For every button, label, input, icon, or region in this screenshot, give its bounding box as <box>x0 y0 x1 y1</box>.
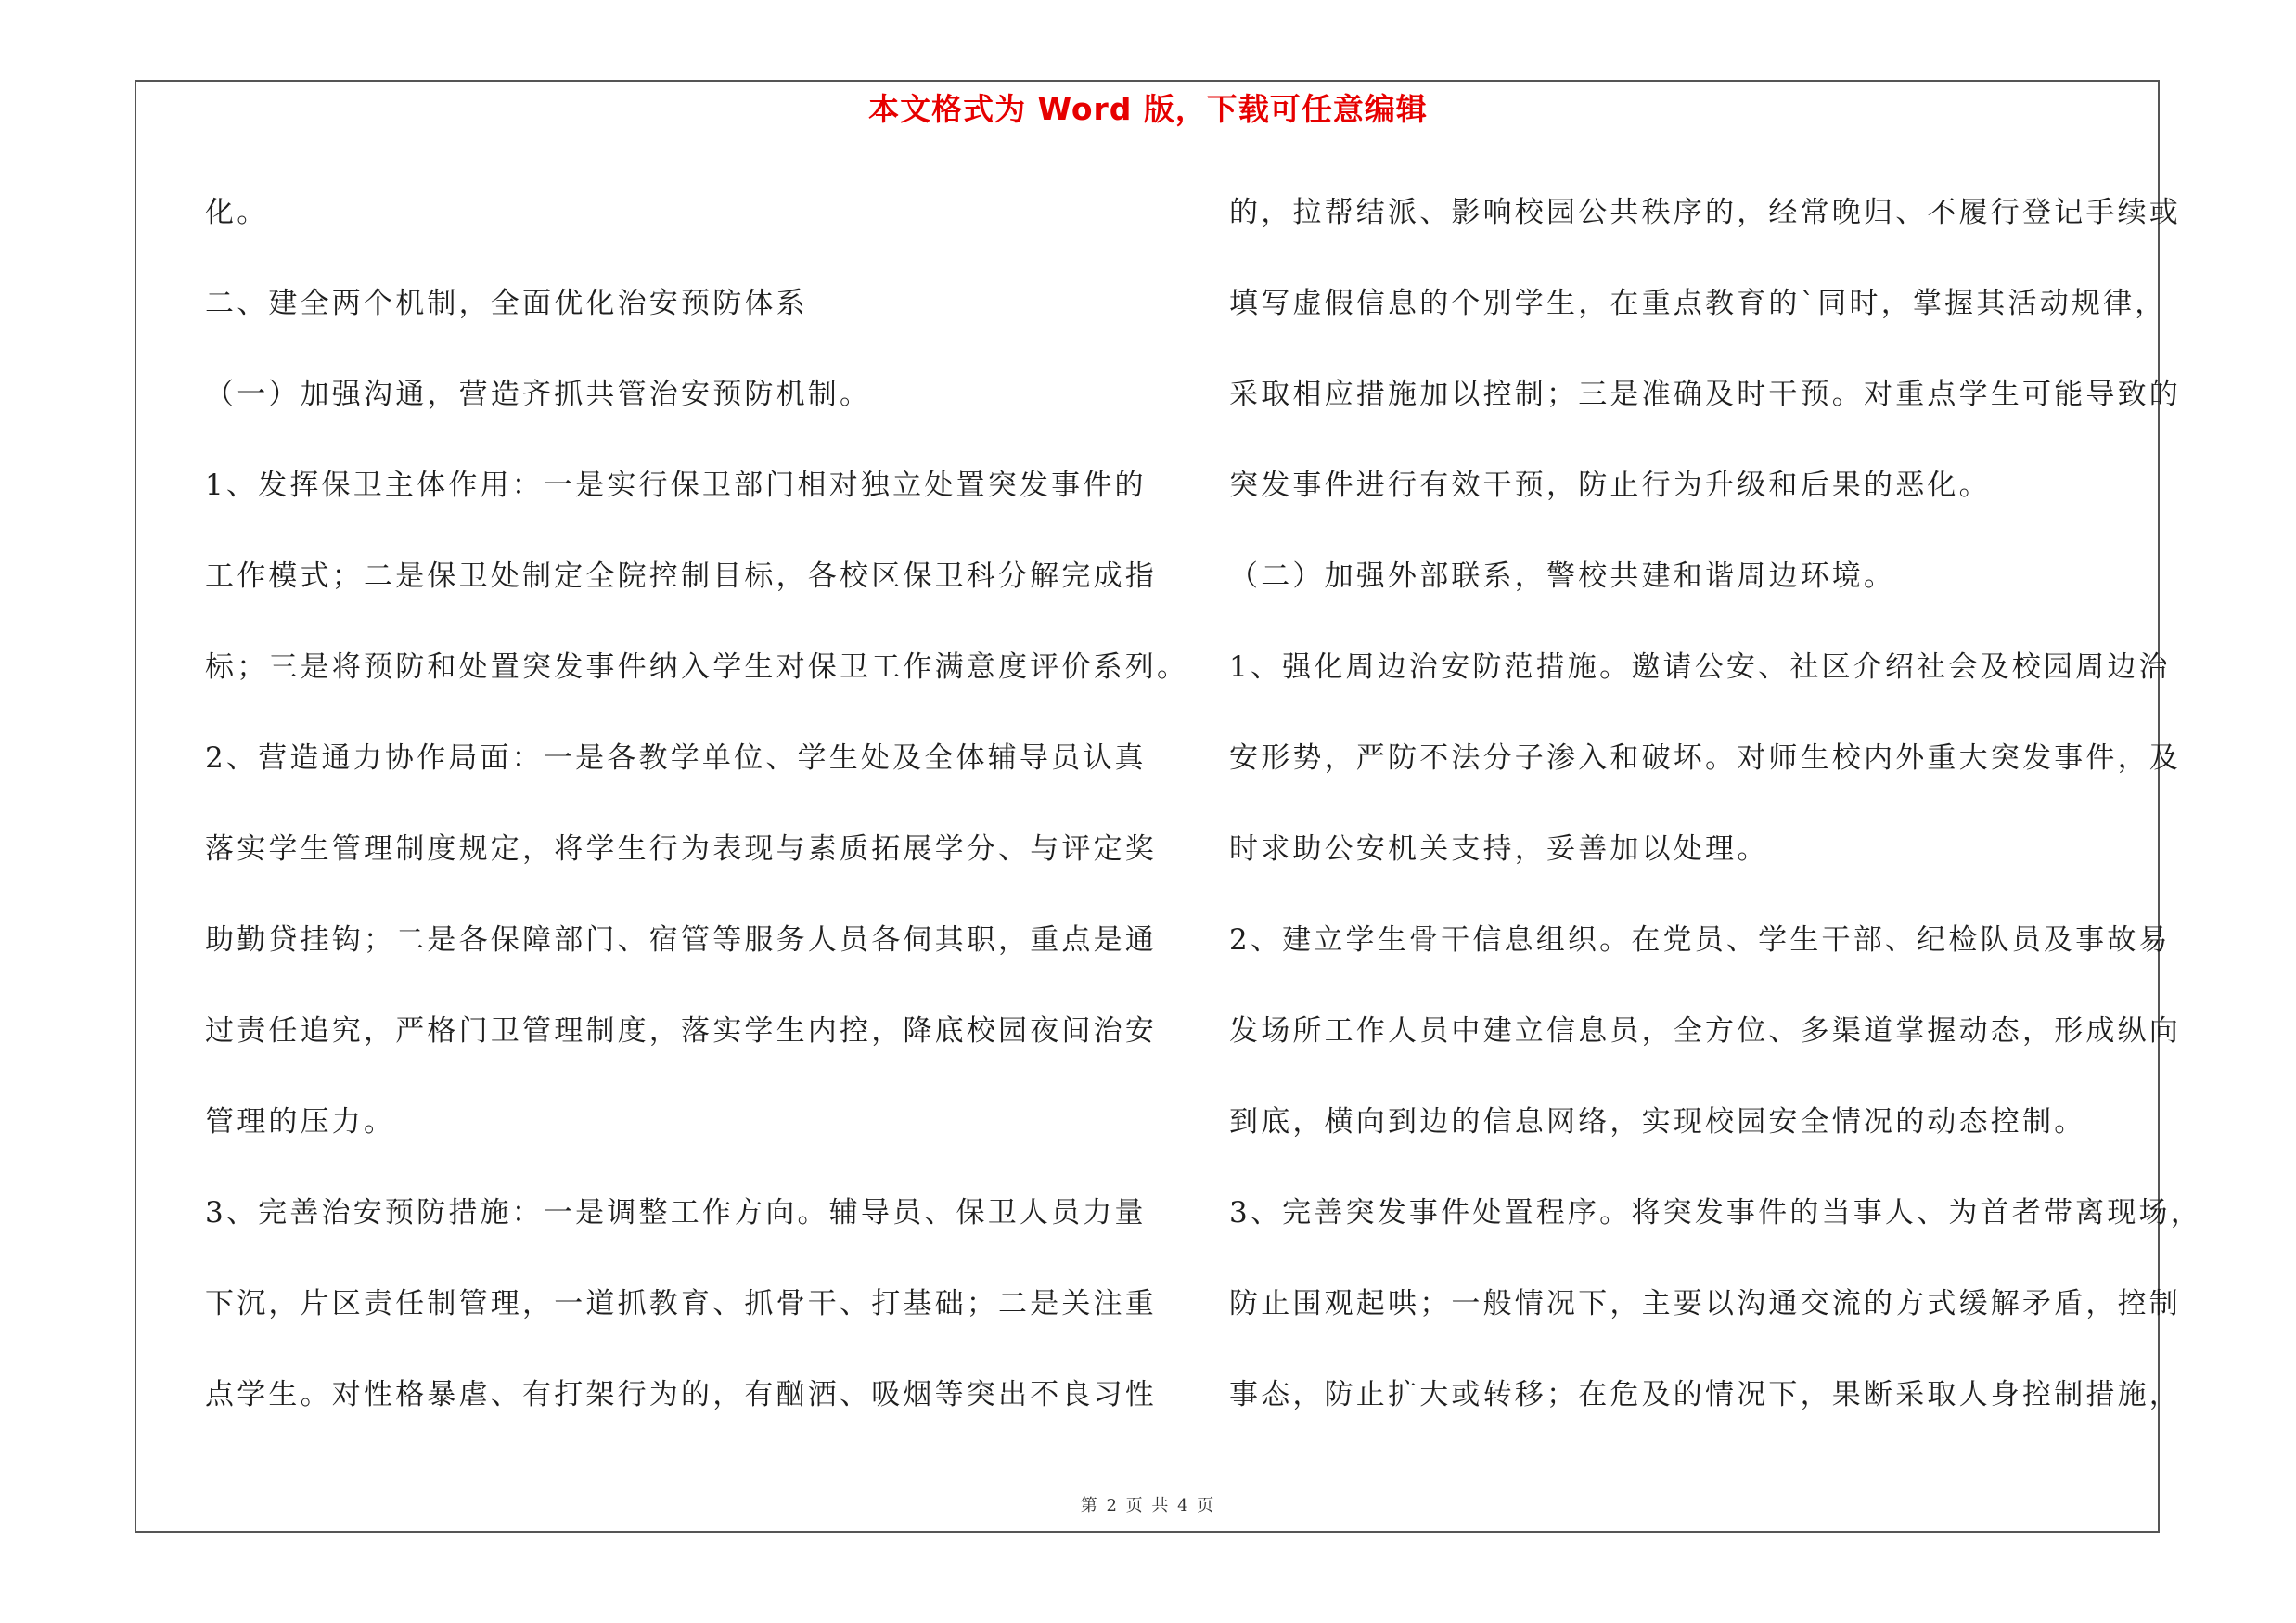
text-line: 安形势，严防不法分子渗入和破坏。对师生校内外重大突发事件，及 <box>1229 741 2181 775</box>
text-line: 过责任追究，严格门卫管理制度，落实学生内控，降底校园夜间治安 <box>205 1014 1157 1048</box>
text-line: 的，拉帮结派、影响校园公共秩序的，经常晚归、不履行登记手续或 <box>1229 196 2181 229</box>
text-line: 1、强化周边治安防范措施。邀请公安、社区介绍社会及校园周边治 <box>1229 650 2171 684</box>
text-line: 工作模式；二是保卫处制定全院控制目标，各校区保卫科分解完成指 <box>205 560 1157 593</box>
text-line: 化。 <box>205 196 269 229</box>
text-line: 2、建立学生骨干信息组织。在党员、学生干部、纪检队员及事故易 <box>1229 923 2171 957</box>
header-banner: 本文格式为 Word 版，下载可任意编辑 <box>868 91 1428 127</box>
left-text-column <box>205 184 1189 1457</box>
text-line: 防止围观起哄；一般情况下，主要以沟通交流的方式缓解矛盾，控制 <box>1229 1287 2181 1320</box>
text-line: 助勤贷挂钩；二是各保障部门、宿管等服务人员各伺其职，重点是通 <box>205 923 1157 957</box>
text-line: 标；三是将预防和处置突发事件纳入学生对保卫工作满意度评价系列。 <box>205 650 1189 684</box>
section-heading: 二、建全两个机制，全面优化治安预防体系 <box>205 287 808 320</box>
text-line: 落实学生管理制度规定，将学生行为表现与素质拓展学分、与评定奖 <box>205 832 1157 866</box>
text-line: 管理的压力。 <box>205 1105 396 1139</box>
text-line: 事态，防止扩大或转移；在危及的情况下，果断采取人身控制措施， <box>1229 1378 2181 1411</box>
text-line: 时求助公安机关支持，妥善加以处理。 <box>1229 832 1769 866</box>
text-line: 1、发挥保卫主体作用：一是实行保卫部门相对独立处置突发事件的 <box>205 469 1147 502</box>
text-line: 到底，横向到边的信息网络，实现校园安全情况的动态控制。 <box>1229 1105 2086 1139</box>
subsection-heading: （一）加强沟通，营造齐抓共管治安预防机制。 <box>205 378 872 411</box>
right-text-column <box>1229 184 2202 1457</box>
text-line: 点学生。对性格暴虐、有打架行为的，有酗酒、吸烟等突出不良习性 <box>205 1378 1157 1411</box>
text-line: 3、完善治安预防措施：一是调整工作方向。辅导员、保卫人员力量 <box>205 1196 1147 1230</box>
page-number: 第 2 页 共 4 页 <box>1080 1496 1216 1515</box>
text-line: 3、完善突发事件处置程序。将突发事件的当事人、为首者带离现场， <box>1229 1196 2202 1230</box>
text-line: 采取相应措施加以控制；三是准确及时干预。对重点学生可能导致的 <box>1229 378 2181 411</box>
text-line: 下沉，片区责任制管理，一道抓教育、抓骨干、打基础；二是关注重 <box>205 1287 1157 1320</box>
text-line: 突发事件进行有效干预，防止行为升级和后果的恶化。 <box>1229 469 1991 502</box>
text-line: 填写虚假信息的个别学生，在重点教育的`同时，掌握其活动规律， <box>1229 287 2167 320</box>
text-line: 2、营造通力协作局面：一是各教学单位、学生处及全体辅导员认真 <box>205 741 1147 775</box>
subsection-heading: （二）加强外部联系，警校共建和谐周边环境。 <box>1229 560 1896 593</box>
text-line: 发场所工作人员中建立信息员，全方位、多渠道掌握动态，形成纵向 <box>1229 1014 2181 1048</box>
